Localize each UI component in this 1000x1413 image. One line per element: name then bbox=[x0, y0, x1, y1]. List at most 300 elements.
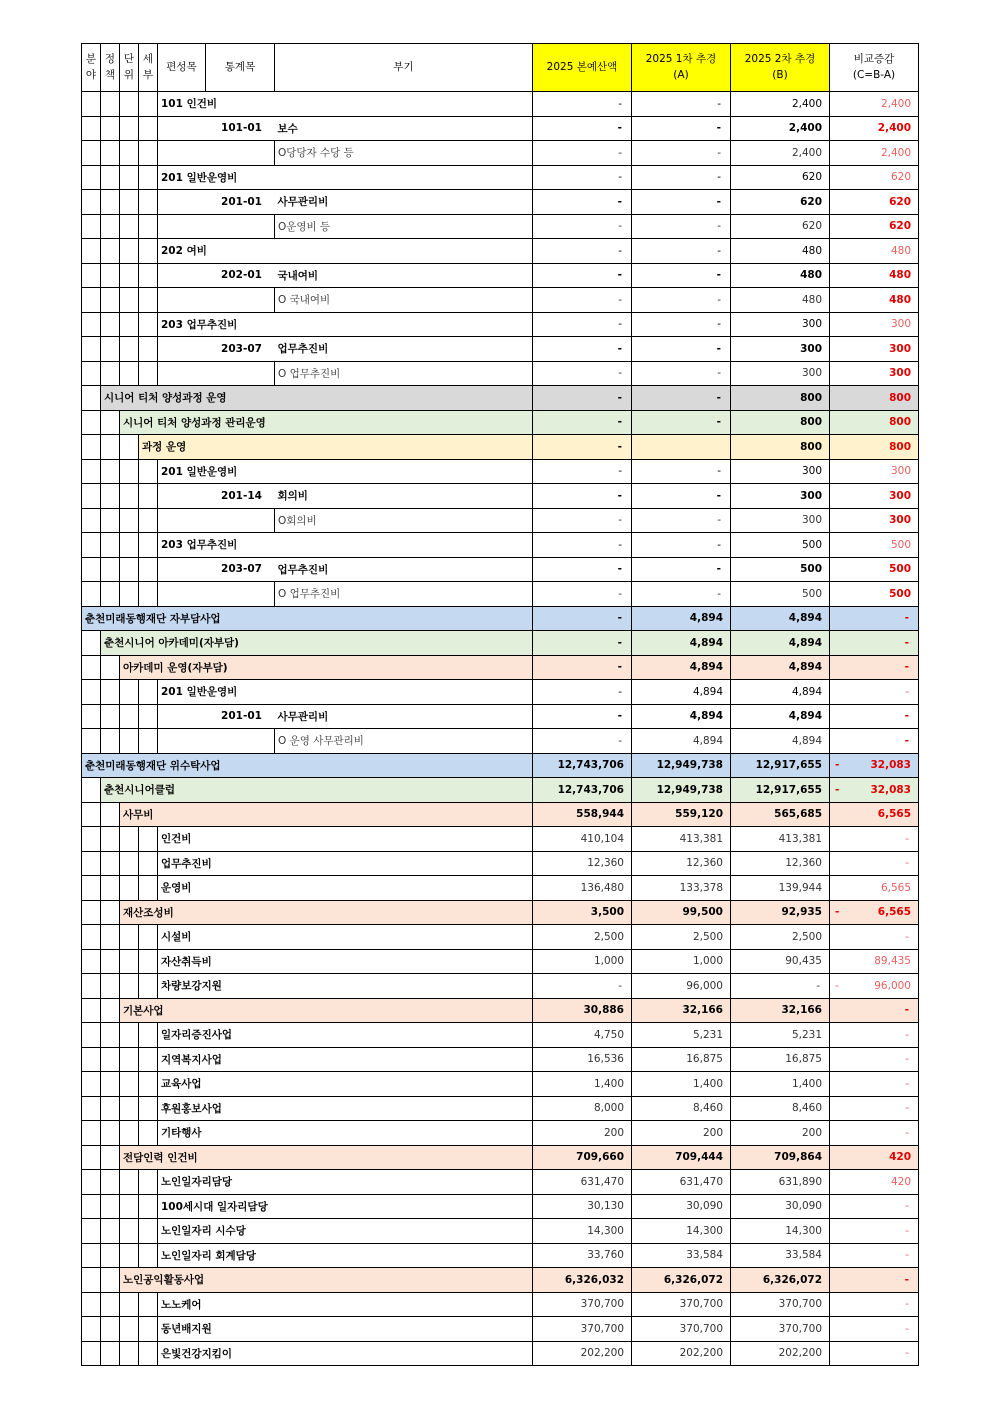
row-label: 은빛건강지킴이 bbox=[158, 1341, 533, 1366]
row-label: 국내여비 bbox=[275, 263, 533, 288]
indent-cell bbox=[82, 410, 101, 435]
indent-cell bbox=[82, 557, 101, 582]
indent-cell bbox=[82, 729, 101, 754]
indent-cell bbox=[139, 1292, 158, 1317]
row-label: 시니어 티처 양성과정 관리운영 bbox=[120, 410, 533, 435]
second-cell: 2,500 bbox=[731, 925, 830, 950]
indent-cell bbox=[120, 827, 139, 852]
tonggye-code-cell: 202-01 bbox=[206, 263, 275, 288]
indent-cell bbox=[120, 1072, 139, 1097]
budget-cell: - bbox=[533, 92, 632, 117]
budget-cell: 12,360 bbox=[533, 851, 632, 876]
second-cell: 370,700 bbox=[731, 1317, 830, 1342]
compare-value: - bbox=[904, 661, 909, 674]
indent-cell bbox=[120, 239, 139, 264]
compare-cell bbox=[830, 606, 919, 631]
budget-cell: - bbox=[533, 116, 632, 141]
indent-cell bbox=[139, 459, 158, 484]
first-cell: 4,894 bbox=[632, 606, 731, 631]
compare-cell bbox=[830, 949, 919, 974]
budget-cell: 8,000 bbox=[533, 1096, 632, 1121]
first-cell: - bbox=[632, 337, 731, 362]
col-sebu-header: 세 부 bbox=[139, 44, 158, 92]
first-cell: 4,894 bbox=[632, 704, 731, 729]
compare-cell bbox=[830, 214, 919, 239]
negative-sign: - bbox=[835, 759, 840, 772]
indent-cell bbox=[101, 337, 120, 362]
second-cell: 631,890 bbox=[731, 1170, 830, 1195]
indent-cell bbox=[139, 337, 158, 362]
first-cell: 1,400 bbox=[632, 1072, 731, 1097]
indent-cell bbox=[139, 312, 158, 337]
compare-cell bbox=[830, 851, 919, 876]
budget-cell: - bbox=[533, 165, 632, 190]
row-label: 교육사업 bbox=[158, 1072, 533, 1097]
first-cell: 33,584 bbox=[632, 1243, 731, 1268]
table-row bbox=[82, 631, 919, 656]
compare-value: - bbox=[905, 1200, 909, 1213]
budget-cell: 1,000 bbox=[533, 949, 632, 974]
first-cell: - bbox=[632, 190, 731, 215]
table-row bbox=[82, 459, 919, 484]
tonggye-code-cell: 101-01 bbox=[206, 116, 275, 141]
indent-cell bbox=[139, 1219, 158, 1244]
budget-cell: - bbox=[533, 410, 632, 435]
indent-cell bbox=[82, 508, 101, 533]
indent-cell bbox=[120, 92, 139, 117]
indent-cell bbox=[101, 1194, 120, 1219]
indent-cell bbox=[139, 1072, 158, 1097]
budget-cell: 14,300 bbox=[533, 1219, 632, 1244]
table-row bbox=[82, 1145, 919, 1170]
indent-cell bbox=[82, 1145, 101, 1170]
compare-value: 32,083 bbox=[870, 783, 911, 796]
budget-cell: 202,200 bbox=[533, 1341, 632, 1366]
second-cell: 1,400 bbox=[731, 1072, 830, 1097]
col-first-title: 2025 1차 추경 bbox=[645, 53, 717, 66]
indent-cell bbox=[120, 141, 139, 166]
row-label: O당당자 수당 등 bbox=[275, 141, 533, 166]
table-row bbox=[82, 1292, 919, 1317]
indent-cell bbox=[101, 680, 120, 705]
indent-cell bbox=[120, 288, 139, 313]
indent-cell bbox=[139, 704, 158, 729]
budget-cell: - bbox=[533, 386, 632, 411]
compare-cell bbox=[830, 998, 919, 1023]
compare-value: 620 bbox=[890, 171, 911, 184]
compare-value: - bbox=[905, 1077, 909, 1090]
first-cell: - bbox=[632, 141, 731, 166]
row-label: 회의비 bbox=[275, 484, 533, 509]
table-row bbox=[82, 900, 919, 925]
col-danwi-header: 단 위 bbox=[120, 44, 139, 92]
row-label: O 업무추진비 bbox=[275, 361, 533, 386]
indent-cell bbox=[82, 1170, 101, 1195]
table-row bbox=[82, 1341, 919, 1366]
table-row bbox=[82, 1170, 919, 1195]
row-label: 차량보강지원 bbox=[158, 974, 533, 999]
second-cell: 2,400 bbox=[731, 92, 830, 117]
indent-cell bbox=[82, 974, 101, 999]
compare-value: - bbox=[904, 1273, 909, 1286]
indent-cell bbox=[139, 141, 158, 166]
compare-cell bbox=[830, 386, 919, 411]
table-row bbox=[82, 1243, 919, 1268]
indent-cell bbox=[120, 680, 139, 705]
compare-value: - bbox=[905, 1322, 909, 1335]
indent-cell bbox=[139, 729, 158, 754]
table-row bbox=[82, 655, 919, 680]
table-row bbox=[82, 410, 919, 435]
indent-cell bbox=[101, 116, 120, 141]
indent-cell bbox=[139, 949, 158, 974]
second-cell: 800 bbox=[731, 386, 830, 411]
budget-cell: - bbox=[533, 557, 632, 582]
compare-value: 420 bbox=[890, 1175, 911, 1188]
row-label: 아카데미 운영(자부담) bbox=[120, 655, 533, 680]
compare-value: - bbox=[905, 685, 909, 698]
first-cell: 370,700 bbox=[632, 1292, 731, 1317]
pyeonseong-cell bbox=[158, 704, 206, 729]
budget-cell: 33,760 bbox=[533, 1243, 632, 1268]
budget-cell: - bbox=[533, 214, 632, 239]
budget-cell: - bbox=[533, 974, 632, 999]
compare-value: 500 bbox=[889, 563, 911, 576]
compare-value: - bbox=[904, 710, 909, 723]
compare-cell bbox=[830, 1170, 919, 1195]
indent-cell bbox=[101, 141, 120, 166]
col-budget-header: 2025 본예산액 bbox=[533, 44, 632, 92]
indent-cell bbox=[120, 1170, 139, 1195]
indent-cell bbox=[82, 116, 101, 141]
compare-cell bbox=[830, 1219, 919, 1244]
compare-cell bbox=[830, 459, 919, 484]
indent-cell bbox=[139, 1170, 158, 1195]
negative-sign: - bbox=[835, 979, 839, 992]
indent-cell bbox=[120, 974, 139, 999]
second-cell: 800 bbox=[731, 435, 830, 460]
table-row bbox=[82, 165, 919, 190]
table-row bbox=[82, 1194, 919, 1219]
indent-cell bbox=[82, 141, 101, 166]
budget-cell: 2,500 bbox=[533, 925, 632, 950]
first-cell: 30,090 bbox=[632, 1194, 731, 1219]
first-cell: 1,000 bbox=[632, 949, 731, 974]
first-cell: - bbox=[632, 312, 731, 337]
col-bunya-header: 분 야 bbox=[82, 44, 101, 92]
indent-cell bbox=[139, 533, 158, 558]
budget-cell: - bbox=[533, 704, 632, 729]
indent-cell bbox=[139, 974, 158, 999]
first-cell: 4,894 bbox=[632, 655, 731, 680]
first-cell: - bbox=[632, 288, 731, 313]
negative-sign: - bbox=[835, 906, 840, 919]
indent-cell bbox=[101, 239, 120, 264]
compare-cell bbox=[830, 778, 919, 803]
pyeonseong-cell bbox=[158, 582, 206, 607]
compare-value: 300 bbox=[889, 514, 911, 527]
indent-cell bbox=[120, 435, 139, 460]
row-label: 춘천시니어클럽 bbox=[101, 778, 533, 803]
indent-cell bbox=[120, 582, 139, 607]
budget-cell: 200 bbox=[533, 1121, 632, 1146]
second-cell: - bbox=[731, 974, 830, 999]
indent-cell bbox=[82, 631, 101, 656]
table-row bbox=[82, 851, 919, 876]
tonggye-code-cell: 203-07 bbox=[206, 557, 275, 582]
indent-cell bbox=[139, 214, 158, 239]
second-cell: 800 bbox=[731, 410, 830, 435]
compare-value: - bbox=[905, 1298, 909, 1311]
indent-cell bbox=[101, 1170, 120, 1195]
compare-cell bbox=[830, 631, 919, 656]
tonggye-code-cell bbox=[206, 288, 275, 313]
second-cell: 480 bbox=[731, 263, 830, 288]
budget-cell: - bbox=[533, 459, 632, 484]
compare-cell bbox=[830, 288, 919, 313]
indent-cell bbox=[120, 949, 139, 974]
indent-cell bbox=[82, 827, 101, 852]
table-row bbox=[82, 704, 919, 729]
compare-value: 500 bbox=[890, 538, 911, 551]
compare-value: 96,000 bbox=[874, 979, 911, 992]
pyeonseong-cell bbox=[158, 288, 206, 313]
indent-cell bbox=[82, 998, 101, 1023]
compare-cell bbox=[830, 263, 919, 288]
table-row bbox=[82, 802, 919, 827]
indent-cell bbox=[82, 386, 101, 411]
first-cell: 12,949,738 bbox=[632, 778, 731, 803]
indent-cell bbox=[120, 312, 139, 337]
row-label: 과정 운영 bbox=[139, 435, 533, 460]
first-cell: 12,949,738 bbox=[632, 753, 731, 778]
compare-cell bbox=[830, 533, 919, 558]
budget-cell: - bbox=[533, 361, 632, 386]
second-cell: 620 bbox=[731, 165, 830, 190]
indent-cell bbox=[101, 1121, 120, 1146]
table-row bbox=[82, 974, 919, 999]
second-cell: 300 bbox=[731, 312, 830, 337]
indent-cell bbox=[101, 925, 120, 950]
row-label: O 국내여비 bbox=[275, 288, 533, 313]
row-label: 전담인력 인건비 bbox=[120, 1145, 533, 1170]
compare-value: 800 bbox=[889, 391, 911, 404]
tonggye-code-cell: 201-01 bbox=[206, 190, 275, 215]
col-second-sub: (B) bbox=[772, 68, 788, 81]
table-row bbox=[82, 1219, 919, 1244]
compare-cell bbox=[830, 876, 919, 901]
indent-cell bbox=[120, 190, 139, 215]
second-cell: 2,400 bbox=[731, 141, 830, 166]
second-cell: 4,894 bbox=[731, 680, 830, 705]
row-label: 인건비 bbox=[158, 827, 533, 852]
compare-cell bbox=[830, 925, 919, 950]
row-label: 203 업무추진비 bbox=[158, 533, 533, 558]
indent-cell bbox=[139, 1341, 158, 1366]
indent-cell bbox=[120, 484, 139, 509]
indent-cell bbox=[120, 1341, 139, 1366]
compare-value: 6,565 bbox=[877, 906, 911, 919]
negative-sign: - bbox=[835, 783, 840, 796]
indent-cell bbox=[120, 925, 139, 950]
compare-value: - bbox=[905, 1249, 909, 1262]
budget-cell: 558,944 bbox=[533, 802, 632, 827]
indent-cell bbox=[101, 1072, 120, 1097]
row-label: O운영비 등 bbox=[275, 214, 533, 239]
pyeonseong-cell bbox=[158, 116, 206, 141]
row-label: 101 인건비 bbox=[158, 92, 533, 117]
budget-cell: 6,326,032 bbox=[533, 1268, 632, 1293]
indent-cell bbox=[120, 1219, 139, 1244]
indent-cell bbox=[101, 802, 120, 827]
indent-cell bbox=[82, 214, 101, 239]
second-cell: 480 bbox=[731, 288, 830, 313]
first-cell: 14,300 bbox=[632, 1219, 731, 1244]
first-cell: - bbox=[632, 410, 731, 435]
second-cell: 33,584 bbox=[731, 1243, 830, 1268]
indent-cell bbox=[82, 1194, 101, 1219]
table-row bbox=[82, 239, 919, 264]
compare-value: 480 bbox=[890, 244, 911, 257]
tonggye-code-cell bbox=[206, 141, 275, 166]
indent-cell bbox=[120, 533, 139, 558]
compare-cell bbox=[830, 753, 919, 778]
second-cell: 4,894 bbox=[731, 704, 830, 729]
table-header-row bbox=[82, 44, 919, 92]
table-row bbox=[82, 386, 919, 411]
indent-cell bbox=[82, 1317, 101, 1342]
row-label: 노인공익활동사업 bbox=[120, 1268, 533, 1293]
compare-cell bbox=[830, 582, 919, 607]
indent-cell bbox=[120, 1023, 139, 1048]
first-cell: 96,000 bbox=[632, 974, 731, 999]
indent-cell bbox=[82, 92, 101, 117]
indent-cell bbox=[120, 1096, 139, 1121]
second-cell: 413,381 bbox=[731, 827, 830, 852]
compare-value: - bbox=[904, 636, 909, 649]
second-cell: 500 bbox=[731, 533, 830, 558]
first-cell: - bbox=[632, 239, 731, 264]
indent-cell bbox=[101, 263, 120, 288]
row-label: 사무비 bbox=[120, 802, 533, 827]
indent-cell bbox=[120, 459, 139, 484]
indent-cell bbox=[101, 827, 120, 852]
compare-value: 480 bbox=[889, 293, 911, 306]
indent-cell bbox=[120, 1292, 139, 1317]
indent-cell bbox=[82, 1121, 101, 1146]
row-label: 사무관리비 bbox=[275, 190, 533, 215]
indent-cell bbox=[139, 1317, 158, 1342]
indent-cell bbox=[101, 214, 120, 239]
row-label: 100세시대 일자리담당 bbox=[158, 1194, 533, 1219]
indent-cell bbox=[139, 116, 158, 141]
indent-cell bbox=[139, 1243, 158, 1268]
indent-cell bbox=[82, 1243, 101, 1268]
compare-cell bbox=[830, 1047, 919, 1072]
first-cell: 99,500 bbox=[632, 900, 731, 925]
table-row bbox=[82, 680, 919, 705]
compare-cell bbox=[830, 361, 919, 386]
indent-cell bbox=[101, 288, 120, 313]
row-label: 업무추진비 bbox=[158, 851, 533, 876]
indent-cell bbox=[101, 484, 120, 509]
table-row bbox=[82, 1096, 919, 1121]
indent-cell bbox=[101, 1243, 120, 1268]
budget-cell: - bbox=[533, 141, 632, 166]
col-first-header bbox=[632, 44, 731, 92]
indent-cell bbox=[139, 1194, 158, 1219]
budget-cell: - bbox=[533, 582, 632, 607]
second-cell: 480 bbox=[731, 239, 830, 264]
first-cell bbox=[632, 435, 731, 460]
compare-cell bbox=[830, 1145, 919, 1170]
compare-cell bbox=[830, 92, 919, 117]
compare-cell bbox=[830, 1268, 919, 1293]
budget-cell: - bbox=[533, 484, 632, 509]
table-row bbox=[82, 778, 919, 803]
col-compare-header bbox=[830, 44, 919, 92]
indent-cell bbox=[82, 312, 101, 337]
indent-cell bbox=[82, 165, 101, 190]
compare-value: - bbox=[905, 1347, 909, 1360]
indent-cell bbox=[101, 410, 120, 435]
budget-cell: - bbox=[533, 288, 632, 313]
second-cell: 12,360 bbox=[731, 851, 830, 876]
col-second-title: 2025 2차 추경 bbox=[744, 53, 816, 66]
row-label: 자산취득비 bbox=[158, 949, 533, 974]
indent-cell bbox=[82, 288, 101, 313]
first-cell: 631,470 bbox=[632, 1170, 731, 1195]
indent-cell bbox=[82, 851, 101, 876]
row-label: 업무추진비 bbox=[275, 337, 533, 362]
row-label: 202 여비 bbox=[158, 239, 533, 264]
budget-cell: 12,743,706 bbox=[533, 753, 632, 778]
compare-value: 6,565 bbox=[877, 808, 911, 821]
budget-cell: 1,400 bbox=[533, 1072, 632, 1097]
indent-cell bbox=[82, 582, 101, 607]
indent-cell bbox=[101, 1219, 120, 1244]
indent-cell bbox=[120, 729, 139, 754]
compare-value: 620 bbox=[889, 220, 911, 233]
compare-value: 420 bbox=[889, 1151, 911, 1164]
second-cell: 5,231 bbox=[731, 1023, 830, 1048]
second-cell: 202,200 bbox=[731, 1341, 830, 1366]
row-label: 201 일반운영비 bbox=[158, 459, 533, 484]
indent-cell bbox=[82, 1268, 101, 1293]
tonggye-code-cell: 201-01 bbox=[206, 704, 275, 729]
indent-cell bbox=[82, 655, 101, 680]
indent-cell bbox=[82, 802, 101, 827]
table-row bbox=[82, 998, 919, 1023]
compare-cell bbox=[830, 1096, 919, 1121]
budget-cell: 370,700 bbox=[533, 1317, 632, 1342]
second-cell: 300 bbox=[731, 484, 830, 509]
table-row bbox=[82, 508, 919, 533]
compare-value: - bbox=[904, 612, 909, 625]
indent-cell bbox=[101, 92, 120, 117]
table-row bbox=[82, 753, 919, 778]
tonggye-code-cell: 203-07 bbox=[206, 337, 275, 362]
compare-value: - bbox=[905, 1224, 909, 1237]
table-row bbox=[82, 1023, 919, 1048]
first-cell: - bbox=[632, 263, 731, 288]
indent-cell bbox=[120, 263, 139, 288]
first-cell: - bbox=[632, 92, 731, 117]
second-cell: 300 bbox=[731, 337, 830, 362]
compare-cell bbox=[830, 1317, 919, 1342]
second-cell: 200 bbox=[731, 1121, 830, 1146]
indent-cell bbox=[82, 239, 101, 264]
